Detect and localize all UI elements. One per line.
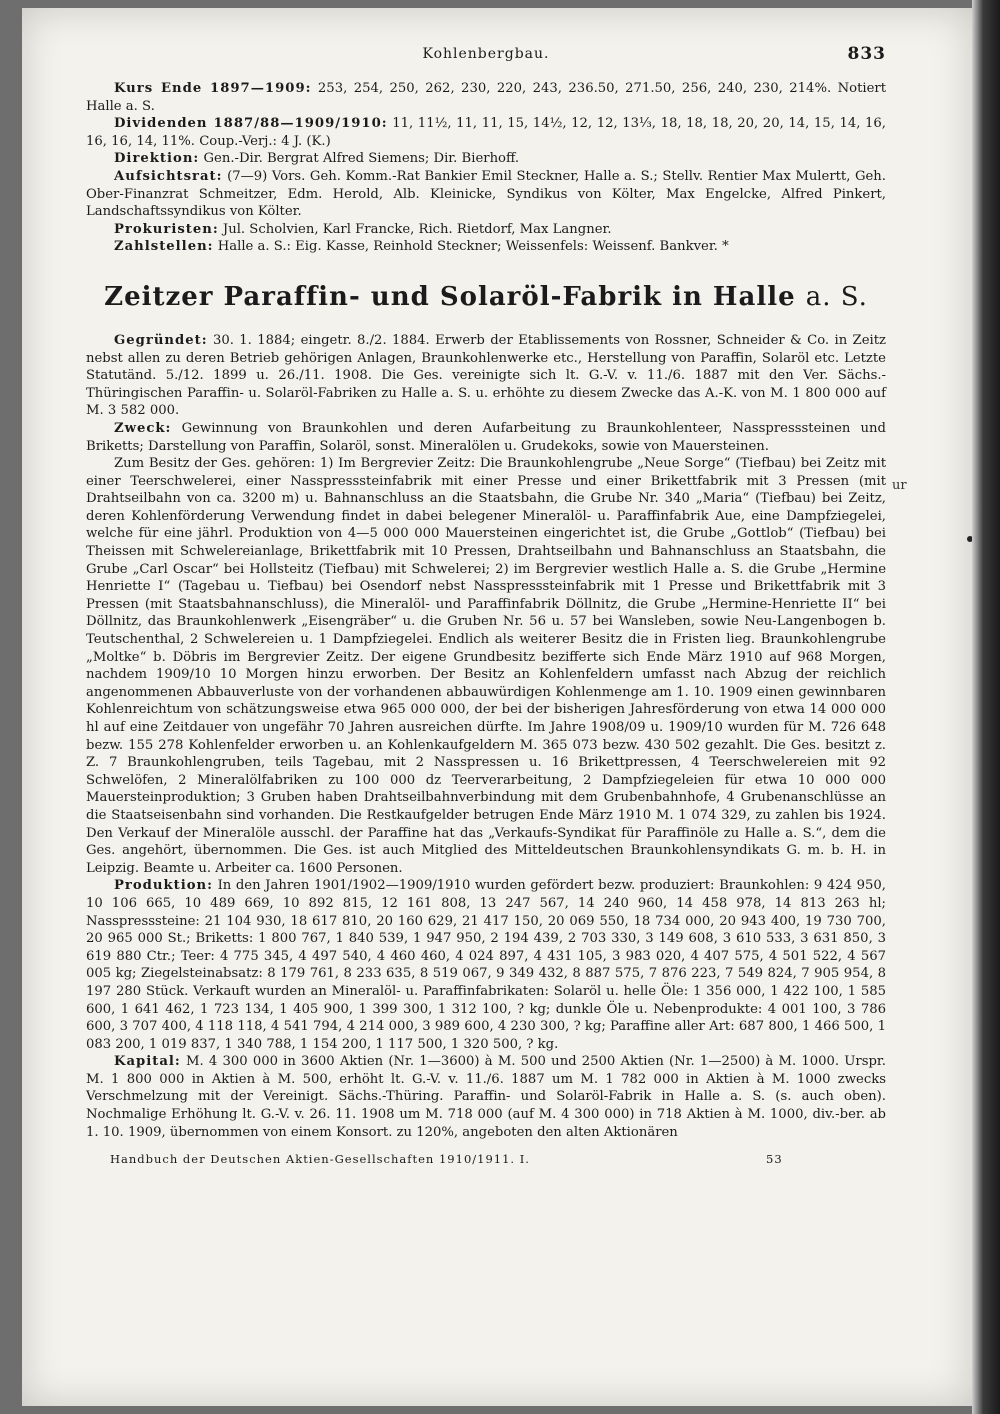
- company-heading: [86, 282, 886, 312]
- company-location: a. S.: [805, 281, 868, 312]
- margin-note: ur: [892, 478, 907, 493]
- kapital-paragraph: [86, 1053, 886, 1141]
- aufsichtsrat-paragraph: [86, 168, 886, 221]
- direktion-label: Direktion:: [114, 151, 200, 167]
- besitz-paragraph: Zum Besitz der Ges. gehören: 1) Im Bergrevier Zeitz: Die Braunkohlengrube „Neue Sorge“ (Tiefbau) bei Zeitz mit einer Teerschwelerei, einer Nasspresssteinfabrik mit einer Presse und einer Brikettfabrik mit 3 Pressen (mit Drahtseilbahn von ca. 3200 m) u. Bahnanschluss an die Staatsbahn, die Grube Nr. 340 „Maria“ (Tiefbau) bei Zeitz, deren Kohlenförderung Verwendung findet in dabei belegener Mineralöl- u. Paraffinfabrik Aue, eine Dampfziegelei, welche für eine jährl. Produktion von 4—5 000 000 Mauersteinen eingerichtet ist, die Grube „Gottlob“ (Tiefbau) bei Theissen mit Schwelereianlage, Brikettfabrik mit 10 Pressen, Drahtseilbahn und Bahnanschluss an Staatsbahn, die Grube „Carl Oscar“ bei Hollsteitz (Tiefbau) mit Schwelerei; 2) im Bergrevier westlich Halle a. S. die Grube „Hermine Henriette I“ (Tagebau u. Tiefbau) bei Osendorf nebst Nasspresssteinfabrik mit 1 Presse und Brikettfabrik mit 3 Pressen (mit Staatsbahnanschluss), die Mineralöl- und Paraffinfabrik Döllnitz, die Grube „Hermine-Henriette II“ bei Döllnitz, das Braunkohlenwerk „Eisengräber“ u. die Gruben Nr. 56 u. 57 bei Wansleben, sowie Neu-Langenbogen b. Teutschenthal, 2 Schwelereien u. 1 Dampfziegelei. Endlich als weiterer Besitz die in Fristen lieg. Braunkohlengrube „Moltke“ b. Döbris im Bergrevier Zeitz. Der eigene Grundbesitz bezifferte sich Ende März 1910 auf 968 Morgen, nachdem 1909/10 10 Morgen hinzu erworben. Der Besitz an Kohlenfeldern umfasst nach Abzug der reichlich angenommenen Abbauverluste von der vorhandenen abbauwürdigen Kohlenmenge am 1. 10. 1909 einen gewinnbaren Kohlenreichtum von schätzungsweise etwa 965 000 000, der bei der bisherigen Jahresförderung von etwa 14 000 000 hl auf eine Zeitdauer von ungefähr 70 Jahren ausreichen dürfte. Im Jahre 1908/09 u. 1909/10 wurden für M. 726 648 bezw. 155 278 Kohlenfelder erworben u. an Kohlenkaufgeldern M. 365 073 bezw. 430 502 gezahlt. Die Ges. besitzt z. Z. 7 Braunkohlengruben, teils Tagebau, mit 2 Nasspressen u. 16 Brikettpressen, 4 Teerschwelereien mit 92 Schwelöfen, 2 Mineralölfabriken zu 100 000 dz Teerverarbeitung, 2 Dampfziegeleien für etwa 10 000 000 Mauersteinproduktion; 3 Gruben haben Drahtseilbahnverbindung mit dem Grubenbahnhofe, 4 Grubenanschlüsse an die Staatseisenbahn sind vorhanden. Die Restkaufgelder betrugen Ende März 1910 M. 1 074 329, zu zahlen bis 1924. Den Verkauf der Mineralöle ausschl. der Paraffine hat das „Verkaufs-Syndikat für Paraffinöle zu Halle a. S.“, dem die Ges. angehört, übernommen. Die Ges. ist auch Mitglied des Mitteldeutschen Braunkohlensyndikats G. m. b. H. in Leipzig. Beamte u. Arbeiter ca. 1600 Personen.: [86, 456, 886, 876]
- kapital-text: M. 4 300 000 in 3600 Aktien (Nr. 1—3600) à M. 500 und 2500 Aktien (Nr. 1—2500) à M. 1000. Urspr. M. 1 800 000 in Aktien à M. 500, erhöht lt. G.-V. v. 11./6. 1887 um M. 1 782 000 in Aktien à M. 1000 zwecks Verschmelzung mit der Vereinigt. Sächs.-Thüring. Paraffin- und Solaröl-Fabrik in Halle a. S. (s. auch oben). Nochmalige Erhöhung lt. G.-V. v. 26. 11. 1908 um M. 718 000 (auf M. 4 300 000) in 718 Aktien à M. 1000, div.-ber. ab 1. 10. 1909, übernommen von einem Konsort. zu 120%, angeboten den alten Aktionären: [86, 1054, 886, 1140]
- scan-edge: [972, 0, 1000, 1414]
- aufsichtsrat-text: (7—9) Vors. Geh. Komm.-Rat Bankier Emil Steckner, Halle a. S.; Stellv. Rentier Max Mulertt, Geh. Ober-Finanzrat Schmeitzer, Edm. Herold, Alb. Kleinicke, Syndikus von Költer, Max Engelcke, Alfred Pinkert, Landschaftssyndikus von Költer.: [86, 168, 886, 220]
- kurs-label: Kurs Ende 1897—1909:: [114, 81, 312, 96]
- zahlstellen-label: Zahlstellen:: [114, 239, 214, 255]
- zahlstellen-paragraph: [86, 238, 886, 256]
- document-page: [22, 8, 972, 1406]
- aufsichtsrat-label: Aufsichtsrat:: [114, 168, 223, 184]
- dividenden-label: Dividenden 1887/88—1909/1910:: [114, 116, 388, 132]
- publication-line: Handbuch der Deutschen Aktien-Gesellschaften 1910/1911. I.: [110, 1152, 530, 1167]
- dividenden-text: 11, 11½, 11, 11, 15, 14½, 12, 12, 13⅓, 18, 18, 18, 20, 20, 14, 15, 14, 16, 16, 16, 14, 11%. Coup.-Verj.: 4 J. (K.): [86, 116, 886, 149]
- page-footer: [86, 1151, 886, 1171]
- zweck-label: Zweck:: [114, 420, 172, 436]
- direktion-paragraph: [86, 150, 886, 168]
- gegruendet-label: Gegründet:: [114, 332, 208, 348]
- direktion-text: Gen.-Dir. Bergrat Alfred Siemens; Dir. Bierhoff.: [203, 151, 520, 167]
- produktion-label: Produktion:: [114, 878, 213, 894]
- company-name: Zeitzer Paraffin- und Solaröl-Fabrik in Halle: [104, 281, 796, 312]
- running-title: Kohlenbergbau.: [422, 46, 550, 62]
- zweck-text: Gewinnung von Braunkohlen und deren Aufarbeitung zu Braunkohlenteer, Nasspresssteinen und Briketts; Darstellung von Paraffin, Solaröl, sonst. Mineralölen u. Grudekoks, sowie von Mauersteinen.: [86, 420, 886, 454]
- signature-mark: 53: [766, 1152, 783, 1167]
- running-header: [86, 46, 886, 72]
- zahlstellen-text: Halle a. S.: Eig. Kasse, Reinhold Steckner; Weissenfels: Weissenf. Bankver. *: [217, 239, 729, 255]
- prokuristen-text: Jul. Scholvien, Karl Francke, Rich. Rietdorf, Max Langner.: [222, 221, 612, 237]
- produktion-paragraph: [86, 877, 886, 1053]
- kurs-paragraph: [86, 80, 886, 115]
- page-content: [86, 46, 886, 1171]
- gegruendet-text: 30. 1. 1884; eingetr. 8./2. 1884. Erwerb der Etablissements von Rossner, Schneider & Co. in Zeitz nebst allen zu deren Betrieb gehörigen Anlagen, Braunkohlenwerke etc., Herstellung von Paraffin, Solaröl etc. Letzte Statutänd. 5./12. 1899 u. 26./11. 1908. Die Ges. vereinigte sich lt. G.-V. v. 11./6. 1887 mit den Ver. Sächs.-Thüringischen Paraffin- u. Solaröl-Fabriken zu Halle a. S. u. erhöhte zu diesem Zwecke das A.-K. von M. 1 800 000 auf M. 3 582 000.: [86, 332, 886, 419]
- kapital-label: Kapital:: [114, 1054, 181, 1070]
- dividenden-paragraph: [86, 115, 886, 150]
- page-number: 833: [847, 44, 886, 64]
- prokuristen-paragraph: [86, 221, 886, 239]
- kurs-text: 253, 254, 250, 262, 230, 220, 243, 236.50, 271.50, 256, 240, 230, 214%. Notiert Halle a. S.: [86, 81, 886, 114]
- prokuristen-label: Prokuristen:: [114, 221, 219, 237]
- zweck-paragraph: [86, 420, 886, 455]
- gegruendet-paragraph: [86, 332, 886, 420]
- produktion-text: In den Jahren 1901/1902—1909/1910 wurden gefördert bezw. produziert: Braunkohlen: 9 424 950, 10 106 665, 10 489 669, 10 892 815, 12 161 808, 13 247 567, 14 240 960, 14 458 978, 14 813 263 hl; Nasspresssteine: 21 104 930, 18 617 810, 20 160 629, 21 417 150, 20 069 550, 18 734 000, 20 943 400, 19 730 700, 20 965 000 St.; Briketts: 1 800 767, 1 840 539, 1 947 950, 2 194 439, 2 703 330, 3 149 608, 3 610 533, 3 631 850, 3 619 880 Ctr.; Teer: 4 775 345, 4 497 540, 4 460 460, 4 024 897, 4 431 105, 3 983 020, 4 407 575, 4 501 522, 4 567 005 kg; Ziegelsteinabsatz: 8 179 761, 8 233 635, 8 519 067, 9 349 432, 8 887 575, 7 876 223, 7 549 824, 7 905 954, 8 197 280 Stück. Verkauft wurden an Mineralöl- u. Paraffinfabrikaten: Solaröl u. helle Öle: 1 356 000, 1 422 100, 1 585 600, 1 641 462, 1 723 134, 1 405 900, 1 399 300, 1 312 100, ? kg; dunkle Öle u. Nebenprodukte: 4 001 100, 3 786 600, 3 707 400, 4 118 118, 4 541 794, 4 214 000, 3 989 600, 4 230 300, ? kg; Paraffine aller Art: 687 800, 1 466 500, 1 083 200, 1 019 837, 1 340 788, 1 154 200, 1 117 500, 1 320 500, ? kg.: [86, 878, 886, 1052]
